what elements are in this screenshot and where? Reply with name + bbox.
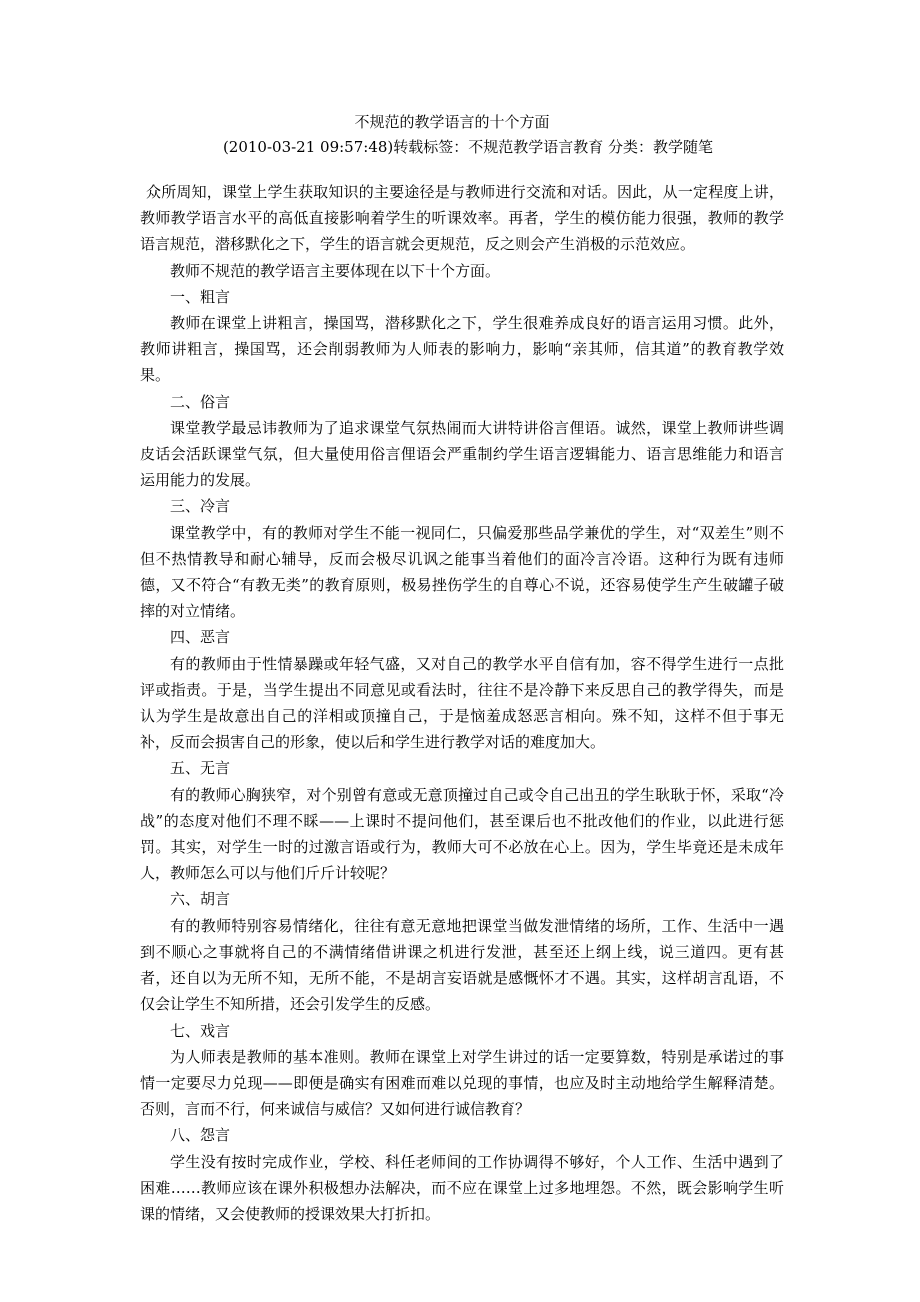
section-heading: 四、恶言 — [170, 628, 231, 647]
section-heading: 八、怨言 — [170, 1126, 231, 1145]
section-heading: 五、无言 — [170, 759, 231, 778]
section-paragraph: 教师在课堂上讲粗言，操国骂，潜移默化之下，学生很难养成良好的语言运用习惯。此外，教师讲粗言，操国骂，还会削弱教师为人师表的影响力，影响“亲其师，信其道”的教育教学效果。 — [140, 314, 784, 385]
section-heading: 一、粗言 — [170, 287, 231, 306]
intro-paragraph: 众所周知，课堂上学生获取知识的主要途径是与教师进行交流和对话。因此，从一定程度上讲，教师教学语言水平的高低直接影响着学生的听课效率。再者，学生的模仿能力很强，教师的教学语言规范，潜移默化之下，学生的语言就会更规范，反之则会产生消极的示范效应。 — [140, 183, 784, 254]
section-paragraph: 有的教师由于性情暴躁或年轻气盛，又对自己的教学水平自信有加，容不得学生进行一点批评或指责。于是，当学生提出不同意见或看法时，往往不是冷静下来反思自己的教学得失，而是认为学生是故意出自己的洋相或顶撞自己，于是恼羞成怒恶言相向。殊不知，这样不但于事无补，反而会损害自己的形象，使以后和学生进行教学对话的难度加大。 — [140, 654, 784, 752]
section-paragraph: 有的教师特别容易情绪化，往往有意无意地把课堂当做发泄情绪的场所，工作、生活中一遇到不顺心之事就将自己的不满情绪借讲课之机进行发泄，甚至还上纲上线，说三道四。更有甚者，还自以为无所不知，无所不能，不是胡言妄语就是感慨怀才不遇。其实，这样胡言乱语，不仅会让学生不知所措，还会引发学生的反感。 — [140, 916, 784, 1014]
summary-paragraph: 教师不规范的教学语言主要体现在以下十个方面。 — [170, 261, 501, 280]
section-paragraph: 学生没有按时完成作业，学校、科任老师间的工作协调得不够好，个人工作、生活中遇到了困难……教师应该在课外积极想办法解决，而不应在课堂上过多地埋怨。不然，既会影响学生听课的情绪，又会使教师的授课效果大打折扣。 — [140, 1152, 784, 1223]
section-heading: 三、冷言 — [170, 497, 231, 516]
document-body — [140, 179, 784, 1227]
section-paragraph: 有的教师心胸狭窄，对个别曾有意或无意顶撞过自己或令自己出丑的学生耿耿于怀，采取“冷战”的态度对他们不理不睬——上课时不提问他们，甚至课后也不批改他们的作业，以此进行惩罚。其实，对学生一时的过激言语或行为，教师大可不必放在心上。因为，学生毕竟还是未成年人，教师怎么可以与他们斤斤计较呢？ — [140, 785, 784, 883]
document-meta: (2010-03-21 09:57:48)转载标签：不规范教学语言教育 分类：教学随笔 — [222, 138, 714, 156]
section-paragraph: 课堂教学最忌讳教师为了追求课堂气氛热闹而大讲特讲俗言俚语。诚然，课堂上教师讲些调皮话会活跃课堂气氛，但大量使用俗言俚语会严重制约学生语言逻辑能力、语言思维能力和语言运用能力的发展。 — [140, 418, 784, 490]
section-heading: 六、胡言 — [170, 890, 231, 909]
section-paragraph: 为人师表是教师的基本准则。教师在课堂上对学生讲过的话一定要算数，特别是承诺过的事情一定要尽力兑现——即便是确实有困难而难以兑现的事情，也应及时主动地给学生解释清楚。否则，言而不行，何来诚信与威信？又如何进行诚信教育？ — [140, 1047, 784, 1119]
section-paragraph: 课堂教学中，有的教师对学生不能一视同仁，只偏爱那些品学兼优的学生，对“双差生”则不但不热情教导和耐心辅导，反而会极尽讥讽之能事当着他们的面冷言冷语。这种行为既有违师德，又不符合“有教无类”的教育原则，极易挫伤学生的自尊心不说，还容易使学生产生破罐子破摔的对立情绪。 — [140, 523, 784, 621]
section-heading: 二、俗言 — [170, 392, 231, 411]
section-heading: 七、戏言 — [170, 1021, 231, 1040]
document-title: 不规范的教学语言的十个方面 — [354, 113, 550, 131]
